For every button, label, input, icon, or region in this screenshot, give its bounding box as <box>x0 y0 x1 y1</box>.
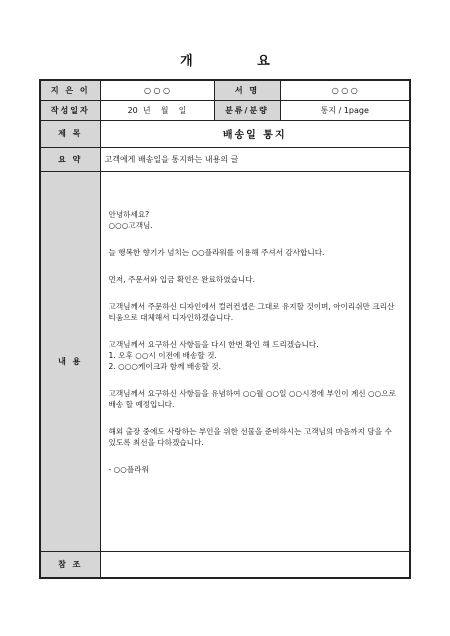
content-body <box>100 171 410 551</box>
date-value: 20 년 월 일 <box>100 100 214 120</box>
category-value: 통지 / 1page <box>280 100 410 120</box>
paragraph-delivery: 고객님께서 요구하신 사항들을 유념하여 ○○월 ○○일 ○○시경에 부인이 계신 ○○으로 배송 할 예정입니다. <box>108 388 396 409</box>
request-item: 2. ○○○케이크과 함께 배송할 것. <box>108 361 222 371</box>
subject-label: 제 목 <box>40 120 100 147</box>
paragraph-design: 고객님께서 주문하신 디자인에서 컬러컨셉은 그대로 유지할 것이며, 아이리쉬만 크리산티움으로 대체해서 디자인하겠습니다. <box>108 301 395 322</box>
summary-form-table <box>39 79 411 579</box>
author-value: ○ ○ ○ <box>100 80 214 100</box>
category-label: 분류/분량 <box>214 100 280 120</box>
document-title: 개 요 <box>180 54 300 69</box>
signature-value: ○ ○ ○ <box>280 80 410 100</box>
reference-label: 참 조 <box>40 551 100 578</box>
summary-value: 고객에게 배송일을 통지하는 내용의 글 <box>100 147 410 171</box>
letter-text <box>101 172 410 489</box>
author-label: 지 은 이 <box>40 80 100 100</box>
request-item: 1. 오후 ○○시 이전에 배송할 것. <box>108 350 217 360</box>
content-label: 내 용 <box>40 171 100 551</box>
paragraph-requests: 고객님께서 요구하신 사항들을 다시 한번 확인 해 드리겠습니다. <box>108 339 319 349</box>
paragraph-confirmation: 먼저, 주문서와 입금 확인은 완료하였습니다. <box>108 274 256 284</box>
paragraph-thanks: 늘 행복한 향기가 넘치는 ○○플라워를 이용해 주셔서 감사합니다. <box>108 247 325 257</box>
greeting: 안녕하세요? <box>108 209 150 219</box>
signoff: - ○○플라워 <box>108 464 149 474</box>
paragraph-closing: 해외 출장 중에도 사랑하는 부인을 위한 선물을 준비하시는 고객님의 마음까지 담을 수 있도록 최선을 다하겠습니다. <box>108 426 392 447</box>
signature-label: 서 명 <box>214 80 280 100</box>
addressee: ○○○고객님. <box>108 220 153 230</box>
subject-value: 배송일 통지 <box>100 120 410 147</box>
summary-label: 요 약 <box>40 147 100 171</box>
reference-value <box>100 551 410 578</box>
date-label: 작성일자 <box>40 100 100 120</box>
